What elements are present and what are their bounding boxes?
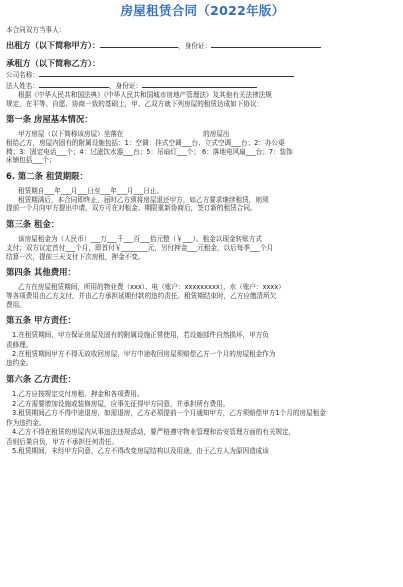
section-3-line: 该房屋租金为（人民币）___万___千___百___拾元整（￥___）。租金以现金转账方式 bbox=[18, 234, 262, 243]
contract-title: 房屋租赁合同（2022年版） bbox=[120, 3, 285, 18]
section-6-item: 1.乙方应按规定交付房租、押金和各项费用。 bbox=[12, 389, 144, 398]
section-4-line: 等各项费用由乙方支付，并由乙方承担延期付款的违约责任。租赁期结束时，乙方应缴清所欠 bbox=[6, 291, 277, 300]
section-2-line: 租赁期满后，本合同即终止，届时乙方须将房屋退还甲方，如乙方要求继续租赁，则须 bbox=[18, 195, 269, 204]
parties-intro: 本合同双方当事人： bbox=[6, 25, 66, 34]
section-5-item: 2.在租赁期间甲方不得无故收回房屋，甲方中途收回房屋须赔偿乙方一个月的房屋租金作为 bbox=[12, 349, 276, 358]
lessee-line: 承租方（以下简称乙方）： bbox=[6, 57, 101, 68]
section-1-line: 甲方房屋（以下简称该房屋）坐落在 的房屋出 bbox=[18, 129, 230, 138]
section-3-heading: 第三条 租金： bbox=[6, 219, 60, 230]
section-2-heading: 6. 第二条 租赁期限： bbox=[6, 171, 88, 182]
lessor-line bbox=[6, 38, 399, 51]
lessee-company-line bbox=[6, 69, 399, 80]
section-1-line: 床铺包括___个； bbox=[6, 156, 56, 165]
lessee-legal-line bbox=[6, 80, 399, 91]
lessor-name-blank bbox=[100, 38, 178, 48]
lessee-id-label: ，身份证： bbox=[108, 81, 142, 90]
section-1-heading: 第一条 房屋基本情况： bbox=[6, 114, 93, 125]
section-4-line: 费用。 bbox=[6, 300, 26, 309]
preamble-line-2: 规定，在平等、自愿、协商一致的基础上，甲、乙双方就下列房屋的租赁达成如下协议： bbox=[6, 99, 264, 108]
section-6-item: 2.乙方需要增加设施或装修房屋，应事先征得甲方同意，并承担所有费用。 bbox=[12, 399, 230, 408]
lessee-legal-label: 法人姓名： bbox=[6, 81, 39, 90]
contract-page bbox=[0, 3, 403, 587]
section-3-line: 支付；双方议定首付___个月，即首付￥________元，另付押金___元租金，以后每季___个月 bbox=[6, 243, 274, 252]
section-2-line: 提前一个月向甲方提出申请，双方可在对租金、期限重新协商后，签订新的租赁合同。 bbox=[6, 204, 257, 213]
section-6-item: 4.乙方不得在租赁的房屋内从事违法违规活动，要严格遵守物业管理和治安管理方面的有关规定， bbox=[12, 428, 296, 437]
section-6-item: 5.租赁期间，未经甲方同意，乙方不得改变房屋结构以及用途，由于乙方人为原因造成该 bbox=[12, 447, 269, 455]
lessor-id-blank bbox=[211, 38, 321, 48]
lessor-label: 出租方（以下简称甲方）： bbox=[6, 39, 101, 50]
section-6-heading: 第六条 乙方责任： bbox=[6, 374, 76, 385]
section-3-line: 结算一次，提前三天支付下次房租，押金不变。 bbox=[6, 252, 145, 261]
lessee-company-label: 公司名称： bbox=[6, 70, 39, 79]
section-5-heading: 第五条 甲方责任： bbox=[6, 315, 76, 326]
section-5-item: 1.在租赁期间，甲方保证房屋及固有的附属设施正常使用，若设施部件自然损坏，甲方负 bbox=[12, 330, 269, 339]
section-6-item: 3.租赁期间乙方不得中途退房，如需退房，乙方必须提前一个月通知甲方，乙方须赔偿甲方1个月的房屋租金 bbox=[12, 409, 326, 418]
section-2-line: 租赁期自___年___月___日至___年___月___日止。 bbox=[18, 186, 164, 195]
section-5-item: 责修理。 bbox=[6, 340, 33, 349]
section-5-item: 违约金。 bbox=[6, 359, 33, 368]
section-1-line: 椅；3：固定电话___个；4：过滤饮水器___台；5：吊扇灯___个； 6：落地电风扇___台；7：装饰 bbox=[6, 147, 293, 156]
section-4-heading: 第四条 其他费用： bbox=[6, 267, 76, 278]
lessee-company-blank bbox=[39, 69, 294, 77]
section-6-item: 否则后果自负，甲方不承担任何责任。 bbox=[6, 438, 119, 447]
lessor-id-label: ，身份证： bbox=[178, 41, 212, 50]
lessee-id-blank bbox=[142, 80, 257, 88]
section-1-line: 租给乙方，房屋内固有的附属设施包括：1：空调：挂式空调___台、立式空调___台；2：办公桌 bbox=[6, 138, 285, 147]
section-6-item: 作为违约金。 bbox=[6, 419, 46, 428]
preamble-line-1: 根据《中华人民共和国法典》《中华人民共和国城市房地产管理法》及其他有关法律法规 bbox=[18, 90, 272, 99]
lessee-legal-blank bbox=[39, 80, 109, 88]
section-4-line: 乙方在房屋租赁期间，所用的物业费（xxx）、电（账户：xxxxxxxxx）、水（账户：xxxx） bbox=[18, 282, 285, 291]
